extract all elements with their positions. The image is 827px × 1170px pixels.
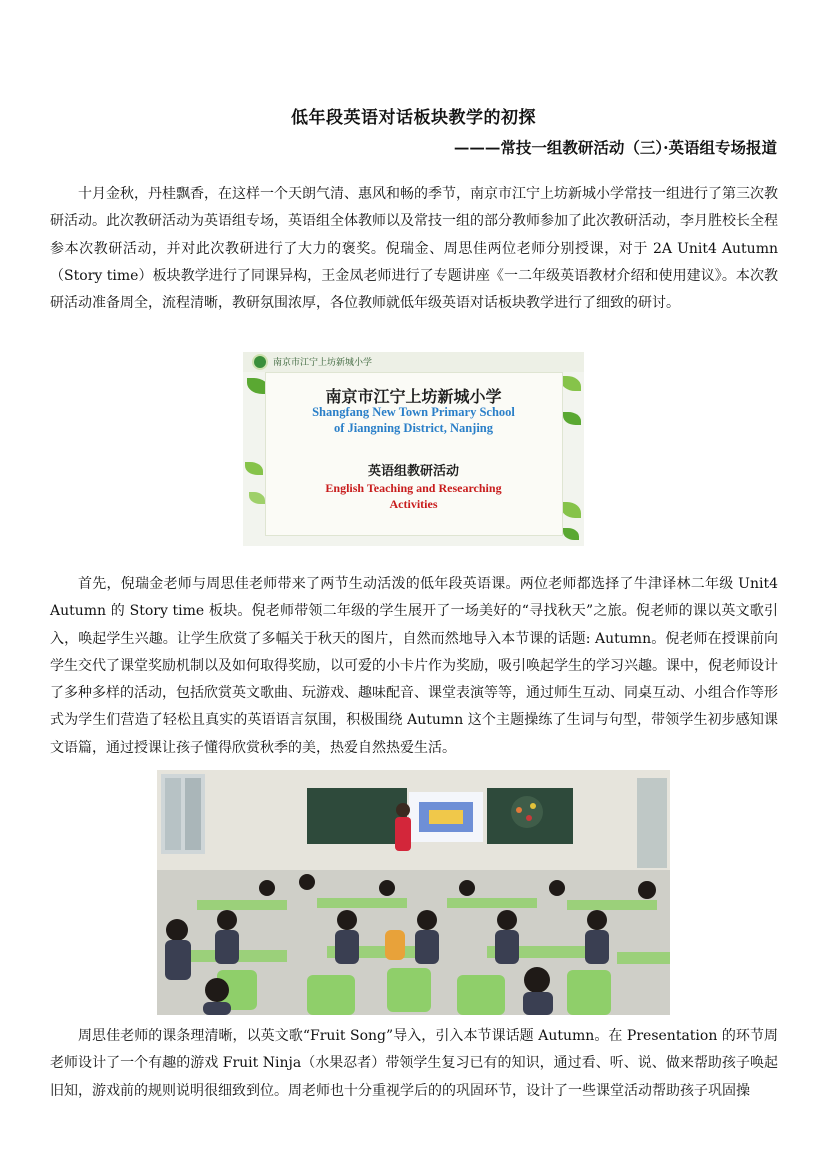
leaf-icon bbox=[563, 528, 579, 540]
slide-activity-en bbox=[243, 480, 584, 512]
classroom-photo-graphic bbox=[157, 770, 670, 1015]
paragraph-second-lesson: 周思佳老师的课条理清晰，以英文歌“Fruit Song”导入，引入本节课话题 Autumn。在 Presentation 的环节周老师设计了一个有趣的游戏 Fruit Ninja（水果忍者）带领学生复习已有的知识，通过看、听、说、做来帮助孩子唤起旧知，游戏前的规则说明很细致到位。周老师也十分重视学后的的巩固环节，设计了一些课堂活动帮助孩子巩固操 bbox=[50, 1028, 778, 1099]
school-logo-icon bbox=[252, 354, 268, 370]
slide-school-name-en-line2: of Jiangning District, Nanjing bbox=[333, 421, 494, 435]
paragraph-first-lesson: 首先，倪瑞金老师与周思佳老师带来了两节生动活泼的低年段英语课。两位老师都选择了牛津译林二年级 Unit4 Autumn 的 Story time 板块。倪老师带领二年级的学生展开了一场美好的“寻找秋天”之旅。倪老师的课以英文歌引入，唤起学生兴趣。让学生欣赏了多幅关于秋天的图片，自然而然地导入本节课的话题: Autumn。倪老师在授课前向学生交代了课堂奖励机制以及如何取得奖励，以可爱的小卡片作为奖励，吸引唤起学生的学习兴趣。课中，倪老师设计了多种多样的活动，包括欣赏英文歌曲、玩游戏、趣味配音、课堂表演等等，通过师生互动、同桌互动、小组合作等形式为学生们营造了轻松且真实的英语语言氛围，积极围绕 Autumn 这个主题操练了生词与句型，带领学生初步感知课文语篇，通过授课让孩子懂得欣赏秋季的美，热爱自然热爱生活。 bbox=[50, 576, 778, 756]
slide-logo-text: 南京市江宁上坊新城小学 bbox=[273, 358, 373, 368]
slide-activity-cn: 英语组教研活动 bbox=[367, 464, 459, 479]
paragraph-intro: 十月金秋，丹桂飘香，在这样一个天朗气清、惠风和畅的季节，南京市江宁上坊新城小学常技一组进行了第三次教研活动。此次教研活动为英语组专场，英语组全体教师以及常技一组的部分教师参加了此次教研活动，李月胜校长全程参本次教研活动，并对此次教研进行了大力的褒奖。倪瑞金、周思佳两位老师分别授课，对于 2A Unit4 Autumn（Story time）板块教学进行了同课异构，王金凤老师进行了专题讲座《一二年级英语教材介绍和使用建议》。本次教研活动准备周全，流程清晰，教研氛围浓厚，各位教师就低年级英语对话板块教学进行了细致的研讨。 bbox=[50, 186, 778, 312]
slide-image bbox=[243, 352, 584, 546]
slide-school-name-en bbox=[243, 404, 584, 436]
classroom-photo bbox=[157, 770, 670, 1015]
slide-school-name-cn: 南京市江宁上坊新城小学 bbox=[325, 387, 502, 406]
slide-activity-en-line2: Activities bbox=[389, 497, 438, 511]
slide-activity-en-line1: English Teaching and Researching bbox=[325, 481, 502, 495]
slide-school-name-en-line1: Shangfang New Town Primary School bbox=[312, 405, 515, 419]
page-subtitle: ———常技一组教研活动（三）·英语组专场报道 bbox=[453, 138, 777, 157]
page-title: 低年段英语对话板块教学的初探 bbox=[291, 108, 536, 128]
